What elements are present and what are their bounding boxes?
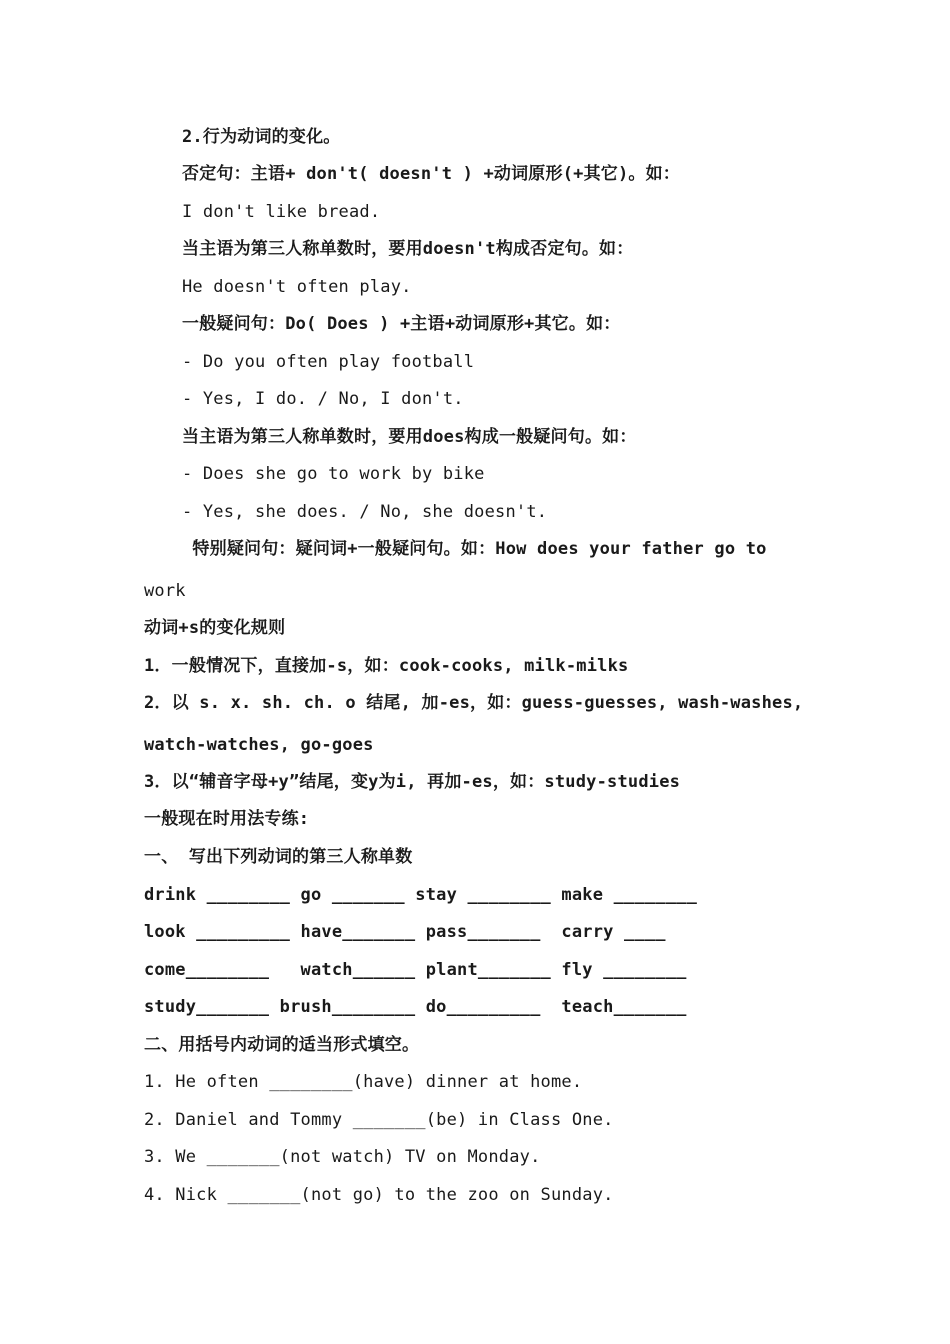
section-heading: 2.行为动词的变化。	[182, 127, 341, 147]
verb-s-rule-2-continuation: watch-watches, go-goes	[144, 735, 374, 755]
third-person-negative-rule: 当主语为第三人称单数时，要用doesn't构成否定句。如：	[182, 239, 634, 259]
example-answer: - Yes, I do. / No, I don't.	[182, 389, 464, 409]
third-person-question-rule: 当主语为第三人称单数时，要用does构成一般疑问句。如：	[182, 427, 637, 447]
exercise-2-item: 4. Nick _______(not go) to the zoo on Sunday.	[144, 1185, 614, 1205]
exercise-2-item: 2. Daniel and Tommy _______(be) in Class One.	[144, 1110, 614, 1130]
verb-s-rule-3: 3．以“辅音字母+y”结尾，变y为i, 再加-es，如：study-studies	[144, 772, 681, 792]
example-question: - Do you often play football	[182, 352, 475, 372]
special-question-continuation: work	[144, 581, 186, 601]
example-sentence: He doesn't often play.	[182, 277, 412, 297]
negative-rule: 否定句：主语+ don't( doesn't ) +动词原形(+其它)。如：	[182, 164, 681, 184]
verb-s-rules-heading: 动词+s的变化规则	[144, 618, 286, 638]
exercise-2-heading: 二、用括号内动词的适当形式填空。	[144, 1035, 420, 1055]
exercise-1-row: come________ watch______ plant_______ fly ________	[144, 960, 687, 980]
practice-heading: 一般现在时用法专练:	[144, 809, 310, 829]
exercise-1-heading: 一、 写出下列动词的第三人称单数	[144, 847, 413, 867]
question-rule: 一般疑问句：Do( Does ) +主语+动词原形+其它。如：	[182, 314, 621, 334]
example-question: - Does she go to work by bike	[182, 464, 485, 484]
exercise-2-item: 3. We _______(not watch) TV on Monday.	[144, 1147, 541, 1167]
verb-s-rule-1: 1．一般情况下，直接加-s，如：cook-cooks, milk-milks	[144, 656, 629, 676]
special-question-rule: 特别疑问句：疑问词+一般疑问句。如：How does your father go to	[182, 539, 767, 559]
example-answer: - Yes, she does. / No, she doesn't.	[182, 502, 548, 522]
exercise-1-row: study_______ brush________ do_________ teach_______	[144, 997, 687, 1017]
exercise-2-item: 1. He often ________(have) dinner at home.	[144, 1072, 583, 1092]
verb-s-rule-2: 2．以 s. x. sh. ch. o 结尾, 加-es，如：guess-guesses, wash-washes,	[144, 693, 804, 713]
example-sentence: I don't like bread.	[182, 202, 381, 222]
exercise-1-row: drink ________ go _______ stay ________ make ________	[144, 885, 698, 905]
exercise-1-row: look _________ have_______ pass_______ carry ____	[144, 922, 666, 942]
